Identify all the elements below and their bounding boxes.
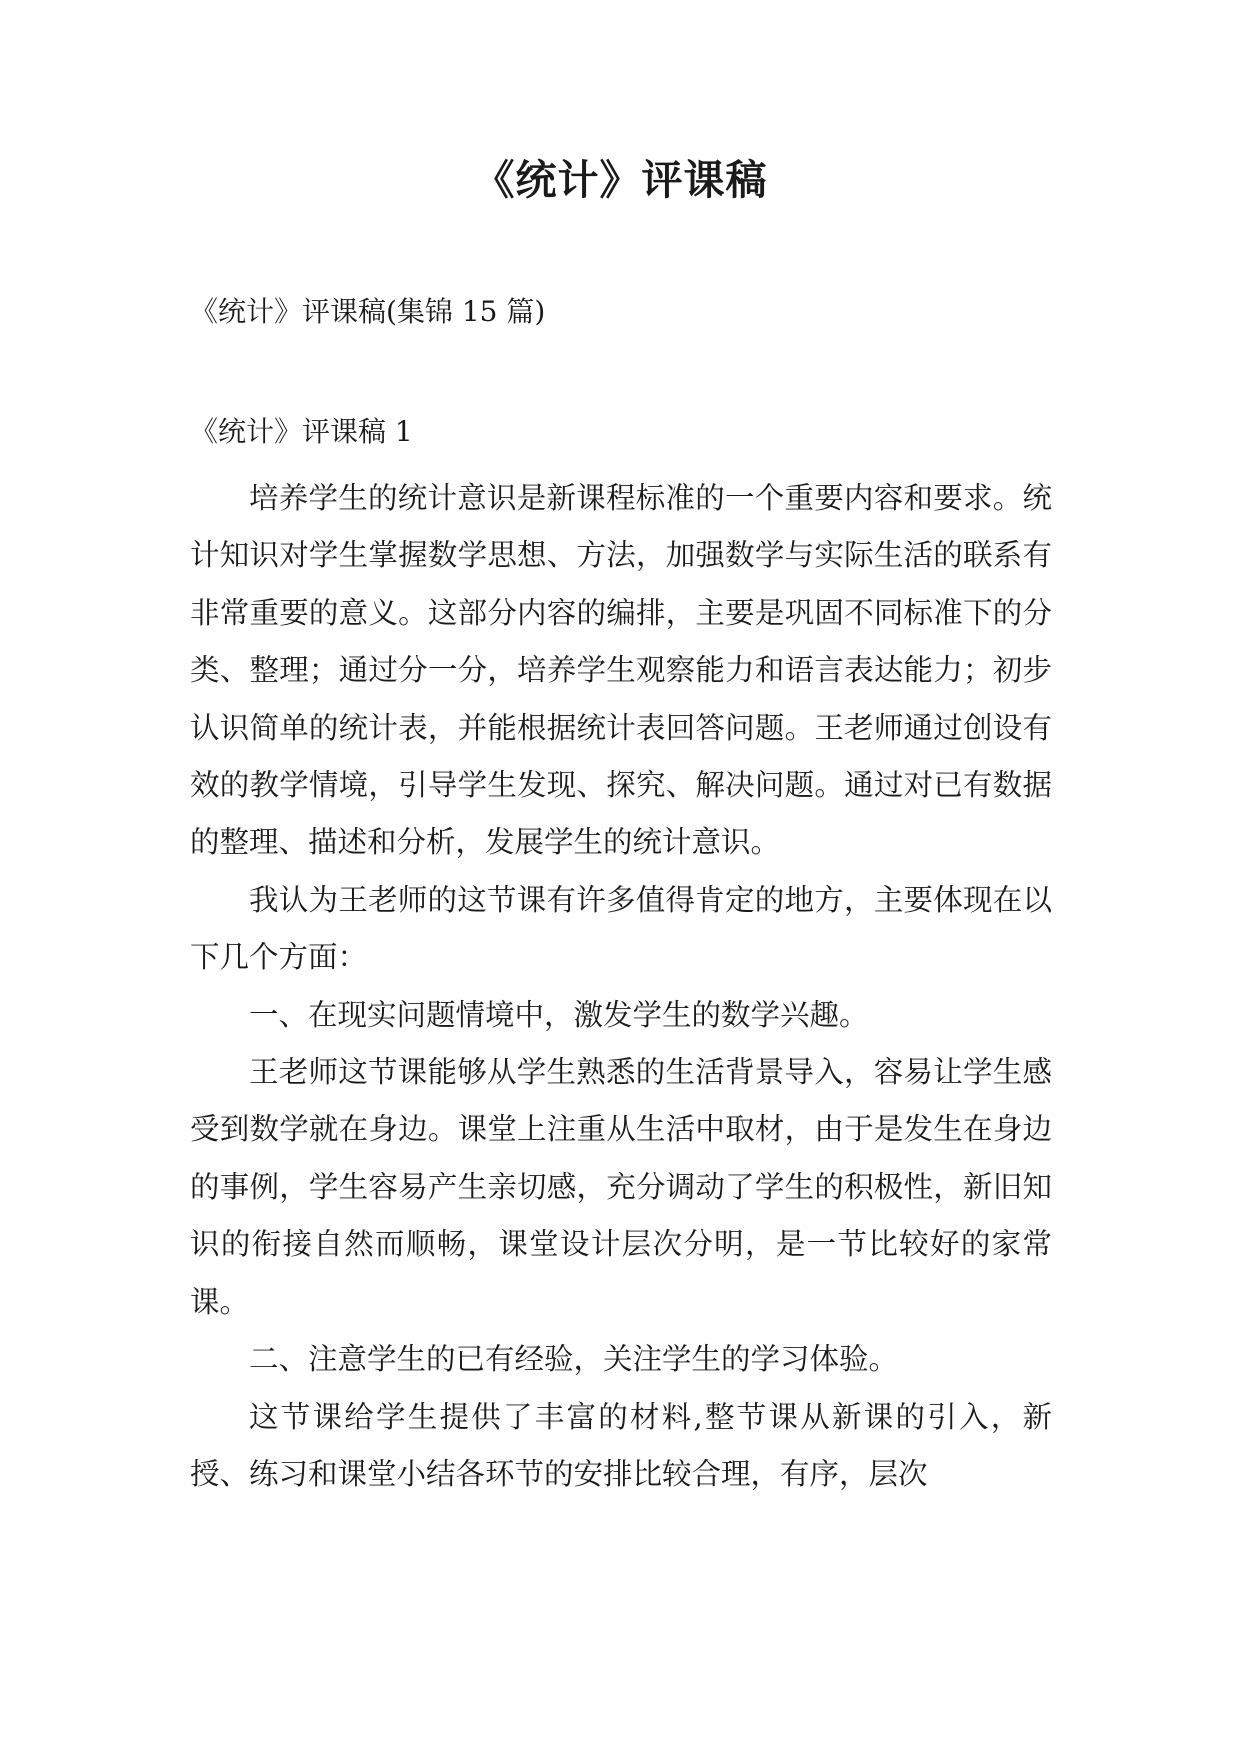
- paragraph-opinion: 我认为王老师的这节课有许多值得肯定的地方，主要体现在以下几个方面：: [190, 882, 1052, 975]
- paragraph-point-two-detail: 这节课给学生提供了丰富的材料,整节课从新课的引入，新授、练习和课堂小结各环节的安排比较合理，有序，层次: [190, 1399, 1052, 1491]
- document-subtitle: 《统计》评课稿(集锦 15 篇): [190, 295, 546, 328]
- section-heading: 《统计》评课稿 1: [190, 415, 413, 448]
- paragraph-point-one-detail: 王老师这节课能够从学生熟悉的生活背景导入，容易让学生感受到数学就在身边。课堂上注重从生活中取材，由于是发生在身边的事例，学生容易产生亲切感，充分调动了学生的积极性，新旧知识的衔接自然而顺畅，课堂设计层次分明，是一节比较好的家常课。: [190, 1055, 1052, 1319]
- paragraph-intro: 培养学生的统计意识是新课程标准的一个重要内容和要求。统计知识对学生掌握数学思想、方法，加强数学与实际生活的联系有非常重要的意义。这部分内容的编排，主要是巩固不同标准下的分类、整理；通过分一分，培养学生观察能力和语言表达能力；初步认识简单的统计表，并能根据统计表回答问题。王老师通过创设有效的教学情境，引导学生发现、探究、解决问题。通过对已有数据的整理、描述和分析，发展学生的统计意识。: [190, 481, 1052, 860]
- document-body: [190, 470, 1052, 1503]
- paragraph-point-two: 二、注意学生的已有经验，关注学生的学习体验。: [249, 1342, 899, 1377]
- document-title: 《统计》评课稿: [473, 156, 768, 204]
- paragraph-point-one: 一、在现实问题情境中，激发学生的数学兴趣。: [249, 997, 869, 1032]
